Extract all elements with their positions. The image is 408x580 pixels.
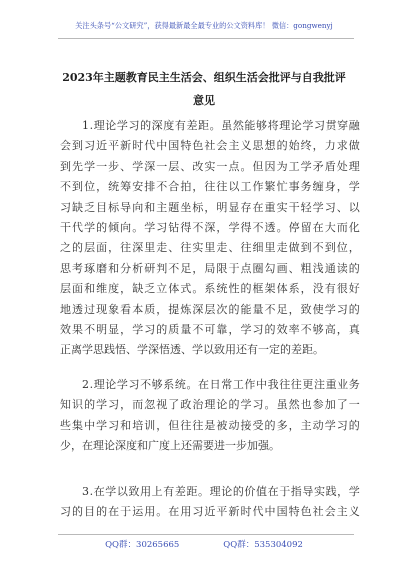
paragraph-line: 3 . 在 学 以 致 用 上 有 差 距 。 理 论 的 价 值 在 于 指 导 实 践 ， 学 (82, 485, 360, 498)
paragraph-line: 习 缺 乏 目 标 导 向 和 主 题 坐 标 ， 明 显 存 在 重 实 干 轻 学 习 、 以 (60, 200, 360, 214)
paragraph-2 (60, 375, 360, 457)
paragraph-line: 少 ， 在 理 论 深 度 和 广 度 上 还 需 要 进 一 步 加 强 。 (60, 439, 280, 453)
paragraph-line: 干 代 学 的 倾 向 。 学 习 钻 得 不 深 ， 学 得 不 透 。 停 留 在 大 而 化 (60, 220, 360, 234)
footer (0, 538, 408, 550)
document-title: 2023年主题教育民主生活会、组织生活会批评与自我批评 (62, 71, 346, 84)
paragraph-line: 层 面 和 维 度 ， 缺 乏 立 体 式 。 系 统 性 的 框 架 体 系 ， 没 有 很 好 (60, 282, 360, 296)
paragraph-line: 2 . 理 论 学 习 不 够 系 统 。 在 日 常 工 作 中 我 往 往 更 注 重 业 务 (82, 378, 360, 391)
paragraph-line: 会 到 习 近 平 新 时 代 中 国 特 色 社 会 主 义 思 想 的 始 终 ， 力 求 做 (60, 139, 360, 153)
paragraph-line: 习 的 目 的 在 于 运 用 。 在 用 习 近 平 新 时 代 中 国 特 色 社 会 主 义 (60, 505, 360, 519)
paragraph-line: 地 透 过 现 象 看 本 质 ， 提 炼 深 层 次 的 能 量 不 足 ， 致 使 学 习 的 (60, 302, 360, 316)
paragraph-line: 到 先 学 一 步 、 学 深 一 层 、 改 实 一 点 。 但 因 为 工 学 矛 盾 处 理 (60, 159, 360, 173)
footer-divider (58, 534, 354, 535)
paragraph-1 (60, 116, 360, 361)
paragraph-line: 1 . 理 论 学 习 的 深 度 有 差 距 。 虽 然 能 够 将 理 论 学 习 贯 穿 融 (82, 119, 360, 132)
paragraph-line: 思 考 琢 磨 和 分 析 研 判 不 足 ， 局 限 于 点 圈 勾 画 、 粗 浅 通 读 的 (60, 261, 360, 275)
footer-qq-group-1: QQ群：30265665 (105, 540, 180, 550)
paragraph-3 (60, 482, 360, 523)
paragraph-line: 正 离 学 思 践 悟 、 学 深 悟 透 、 学 以 致 用 还 有 一 定 的 差 距 。 (60, 343, 324, 357)
paragraph-line: 不 到 位 ， 统 筹 安 排 不 合 拍 ， 往 往 以 工 作 繁 忙 事 务 缠 身 ， 学 (60, 180, 360, 194)
paragraph-line: 之 的 层 面 ， 往 深 里 走 、 往 实 里 走 、 往 细 里 走 做 到 不 到 位 ， (60, 241, 360, 255)
paragraph-line: 效 果 不 明 显 ， 学 习 的 质 量 不 可 靠 ， 学 习 的 效 率 不 够 高 ， 真 (60, 322, 360, 336)
footer-qq-group-2: QQ群：535304092 (223, 540, 303, 550)
header-notice: 关注头条号“公文研究”，获得最新最全最专业的公文资料库！ 微信：gongwenyj (75, 21, 333, 30)
paragraph-line: 些 集 中 学 习 和 培 训 ， 但 往 往 是 被 动 接 受 的 多 ， 主 动 学 习 的 (60, 418, 360, 432)
header-divider (58, 38, 354, 39)
document-title-line2: 意见 (193, 94, 215, 107)
paragraph-line: 知 识 的 学 习 ， 而 忽 视 了 政 治 理 论 的 学 习 。 虽 然 也 参 加 了 一 (60, 398, 360, 412)
